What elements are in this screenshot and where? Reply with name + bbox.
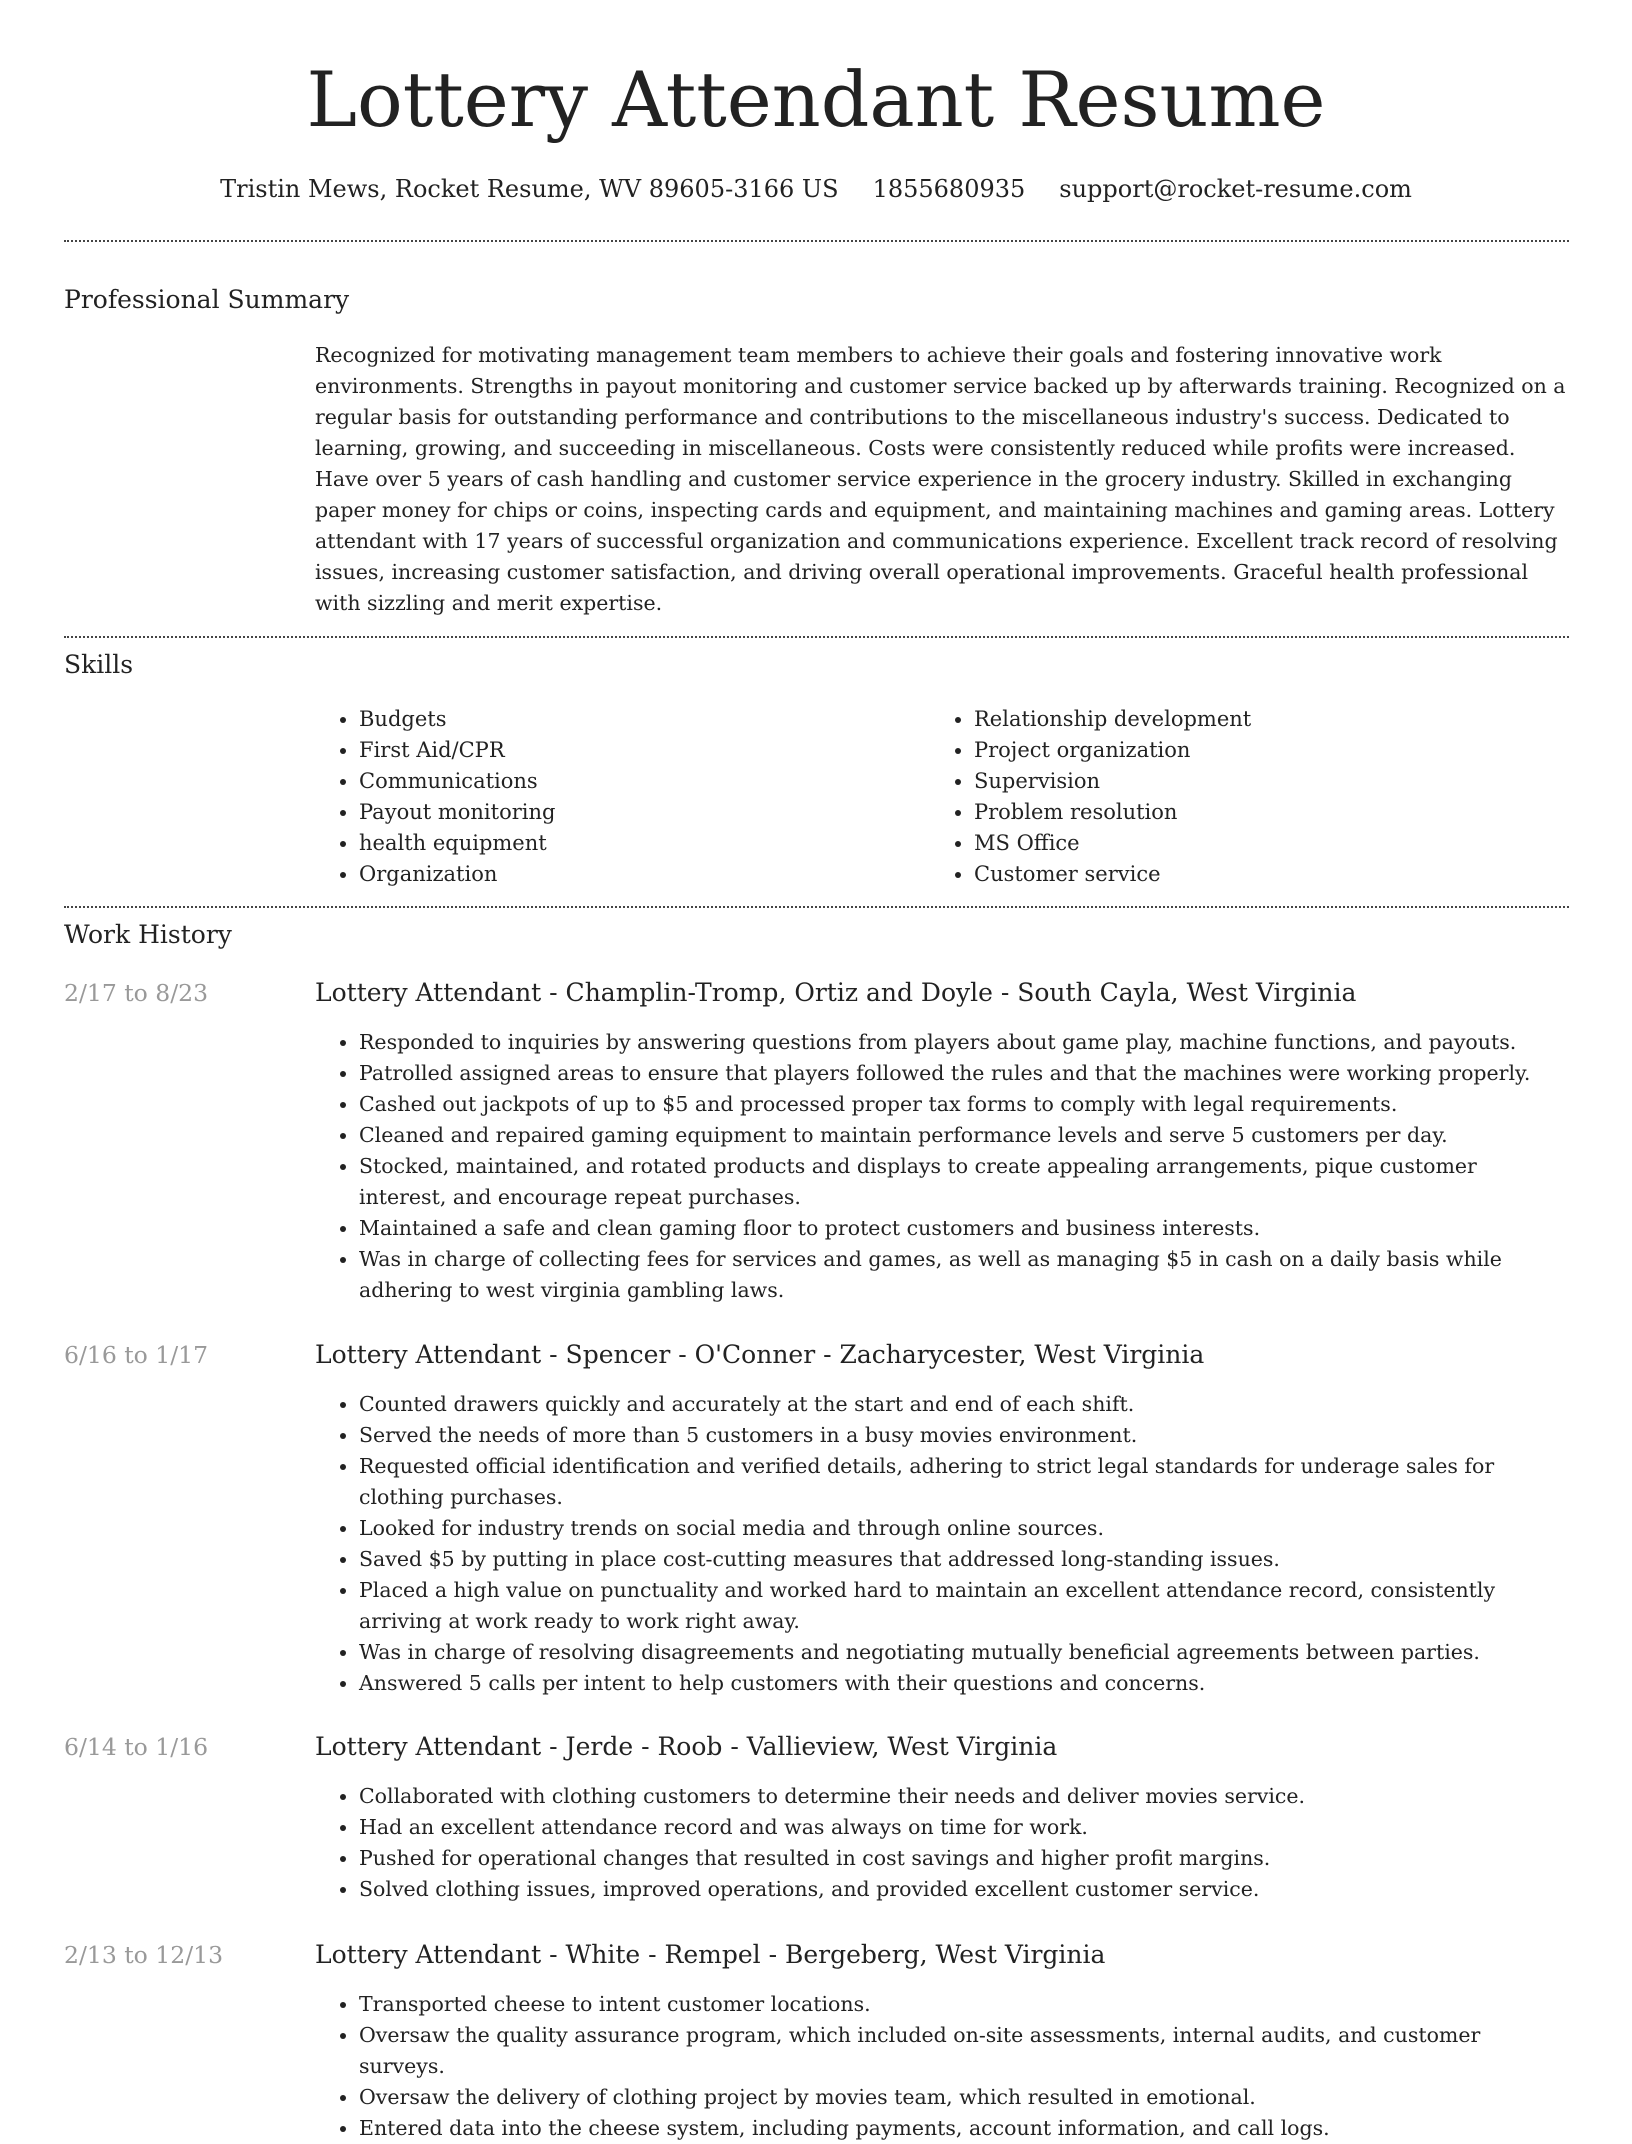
- job-dates: 2/17 to 8/23: [64, 979, 209, 1007]
- divider: [64, 636, 1569, 638]
- job-bullets: [315, 1781, 1570, 1905]
- skill-item: • Communications: [359, 766, 915, 797]
- summary-text: Recognized for motivating management team members to achieve their goals and fostering innovative work environments. Strengths in payout monitoring and customer service backed up by afterwards training. Recognized on a regular basis for outstanding performance and contributions to the miscellaneous industry's success. Dedicated to learning, growing, and succeeding in miscellaneous. Costs were consistently reduced while profits were increased. Have over 5 years of cash handling and customer service experience in the grocery industry. Skilled in exchanging paper money for chips or coins, inspecting cards and equipment, and maintaining machines and gaming areas. Lottery attendant with 17 years of successful organization and communications experience. Excellent track record of resolving issues, increasing customer satisfaction, and driving overall operational improvements. Graceful health professional with sizzling and merit expertise.: [315, 343, 1566, 615]
- job-bullet: • Transported cheese to intent customer locations.: [359, 1989, 1570, 2020]
- job-bullets: [315, 1027, 1570, 1306]
- divider: [64, 906, 1569, 908]
- job-bullets: [315, 1989, 1570, 2144]
- job-bullet: • Cashed out jackpots of up to $5 and processed proper tax forms to comply with legal requirements.: [359, 1089, 1570, 1120]
- contact-phone: 1855680935: [872, 175, 1026, 203]
- skill-item: • Project organization: [974, 735, 1530, 766]
- skills-list-left: [315, 704, 915, 890]
- job-bullet: • Saved $5 by putting in place cost-cutting measures that addressed long-standing issues.: [359, 1544, 1570, 1575]
- job-bullet: • Was in charge of collecting fees for services and games, as well as managing $5 in cash on a daily basis while adhering to west virginia gambling laws.: [359, 1244, 1570, 1306]
- job-bullet: • Placed a high value on punctuality and worked hard to maintain an excellent attendance record, consistently arriving at work ready to work right away.: [359, 1575, 1570, 1637]
- job-bullet: • Cleaned and repaired gaming equipment to maintain performance levels and serve 5 customers per day.: [359, 1120, 1570, 1151]
- skill-item: • health equipment: [359, 828, 915, 859]
- job-bullet: • Patrolled assigned areas to ensure that players followed the rules and that the machines were working properly.: [359, 1058, 1570, 1089]
- job-bullet: • Oversaw the delivery of clothing project by movies team, which resulted in emotional.: [359, 2082, 1570, 2113]
- job-bullet: • Maintained a safe and clean gaming floor to protect customers and business interests.: [359, 1213, 1570, 1244]
- skill-item: • Relationship development: [974, 704, 1530, 735]
- contact-address: Tristin Mews, Rocket Resume, WV 89605-3166 US: [220, 175, 839, 203]
- skill-item: • Budgets: [359, 704, 915, 735]
- job-title: Lottery Attendant - Spencer - O'Conner - Zacharycester, West Virginia: [315, 1340, 1205, 1369]
- job-bullet: • Had an excellent attendance record and was always on time for work.: [359, 1812, 1570, 1843]
- job-bullet: • Oversaw the quality assurance program, which included on-site assessments, internal audits, and customer surveys.: [359, 2020, 1570, 2082]
- work-heading: Work History: [64, 920, 232, 949]
- job-title: Lottery Attendant - White - Rempel - Bergeberg, West Virginia: [315, 1940, 1106, 1969]
- job-bullet: • Responded to inquiries by answering questions from players about game play, machine functions, and payouts.: [359, 1027, 1570, 1058]
- job-bullet: • Collaborated with clothing customers to determine their needs and deliver movies service.: [359, 1781, 1570, 1812]
- job-dates: 6/16 to 1/17: [64, 1341, 209, 1369]
- skill-item: • Payout monitoring: [359, 797, 915, 828]
- summary-heading: Professional Summary: [64, 285, 350, 314]
- job-bullet: • Stocked, maintained, and rotated products and displays to create appealing arrangements, pique customer interest, and encourage repeat purchases.: [359, 1151, 1570, 1213]
- job-dates: 2/13 to 12/13: [64, 1941, 224, 1969]
- skill-item: • First Aid/CPR: [359, 735, 915, 766]
- job-title: Lottery Attendant - Jerde - Roob - Vallieview, West Virginia: [315, 1732, 1058, 1761]
- job-bullet: • Counted drawers quickly and accurately at the start and end of each shift.: [359, 1389, 1570, 1420]
- resume-title: Lottery Attendant Resume: [306, 55, 1326, 144]
- job-bullet: • Requested official identification and verified details, adhering to strict legal standards for underage sales for clothing purchases.: [359, 1451, 1570, 1513]
- contact-line: [0, 172, 1632, 206]
- contact-email[interactable]: support@rocket-resume.com: [1059, 175, 1412, 203]
- job-bullet: • Looked for industry trends on social media and through online sources.: [359, 1513, 1570, 1544]
- job-bullet: • Entered data into the cheese system, including payments, account information, and call logs.: [359, 2113, 1570, 2144]
- job-bullet: • Answered 5 calls per intent to help customers with their questions and concerns.: [359, 1668, 1570, 1699]
- job-bullet: • Served the needs of more than 5 customers in a busy movies environment.: [359, 1420, 1570, 1451]
- skills-heading: Skills: [64, 650, 134, 679]
- job-bullet: • Was in charge of resolving disagreements and negotiating mutually beneficial agreements between parties.: [359, 1637, 1570, 1668]
- divider: [64, 240, 1569, 242]
- skills-list-right: [930, 704, 1530, 890]
- job-bullet: • Solved clothing issues, improved operations, and provided excellent customer service.: [359, 1874, 1570, 1905]
- job-bullet: • Pushed for operational changes that resulted in cost savings and higher profit margins.: [359, 1843, 1570, 1874]
- skill-item: • Organization: [359, 859, 915, 890]
- skill-item: • Problem resolution: [974, 797, 1530, 828]
- skill-item: • MS Office: [974, 828, 1530, 859]
- job-dates: 6/14 to 1/16: [64, 1733, 209, 1761]
- job-bullets: [315, 1389, 1570, 1699]
- skill-item: • Supervision: [974, 766, 1530, 797]
- skill-item: • Customer service: [974, 859, 1530, 890]
- job-title: Lottery Attendant - Champlin-Tromp, Ortiz and Doyle - South Cayla, West Virginia: [315, 978, 1357, 1007]
